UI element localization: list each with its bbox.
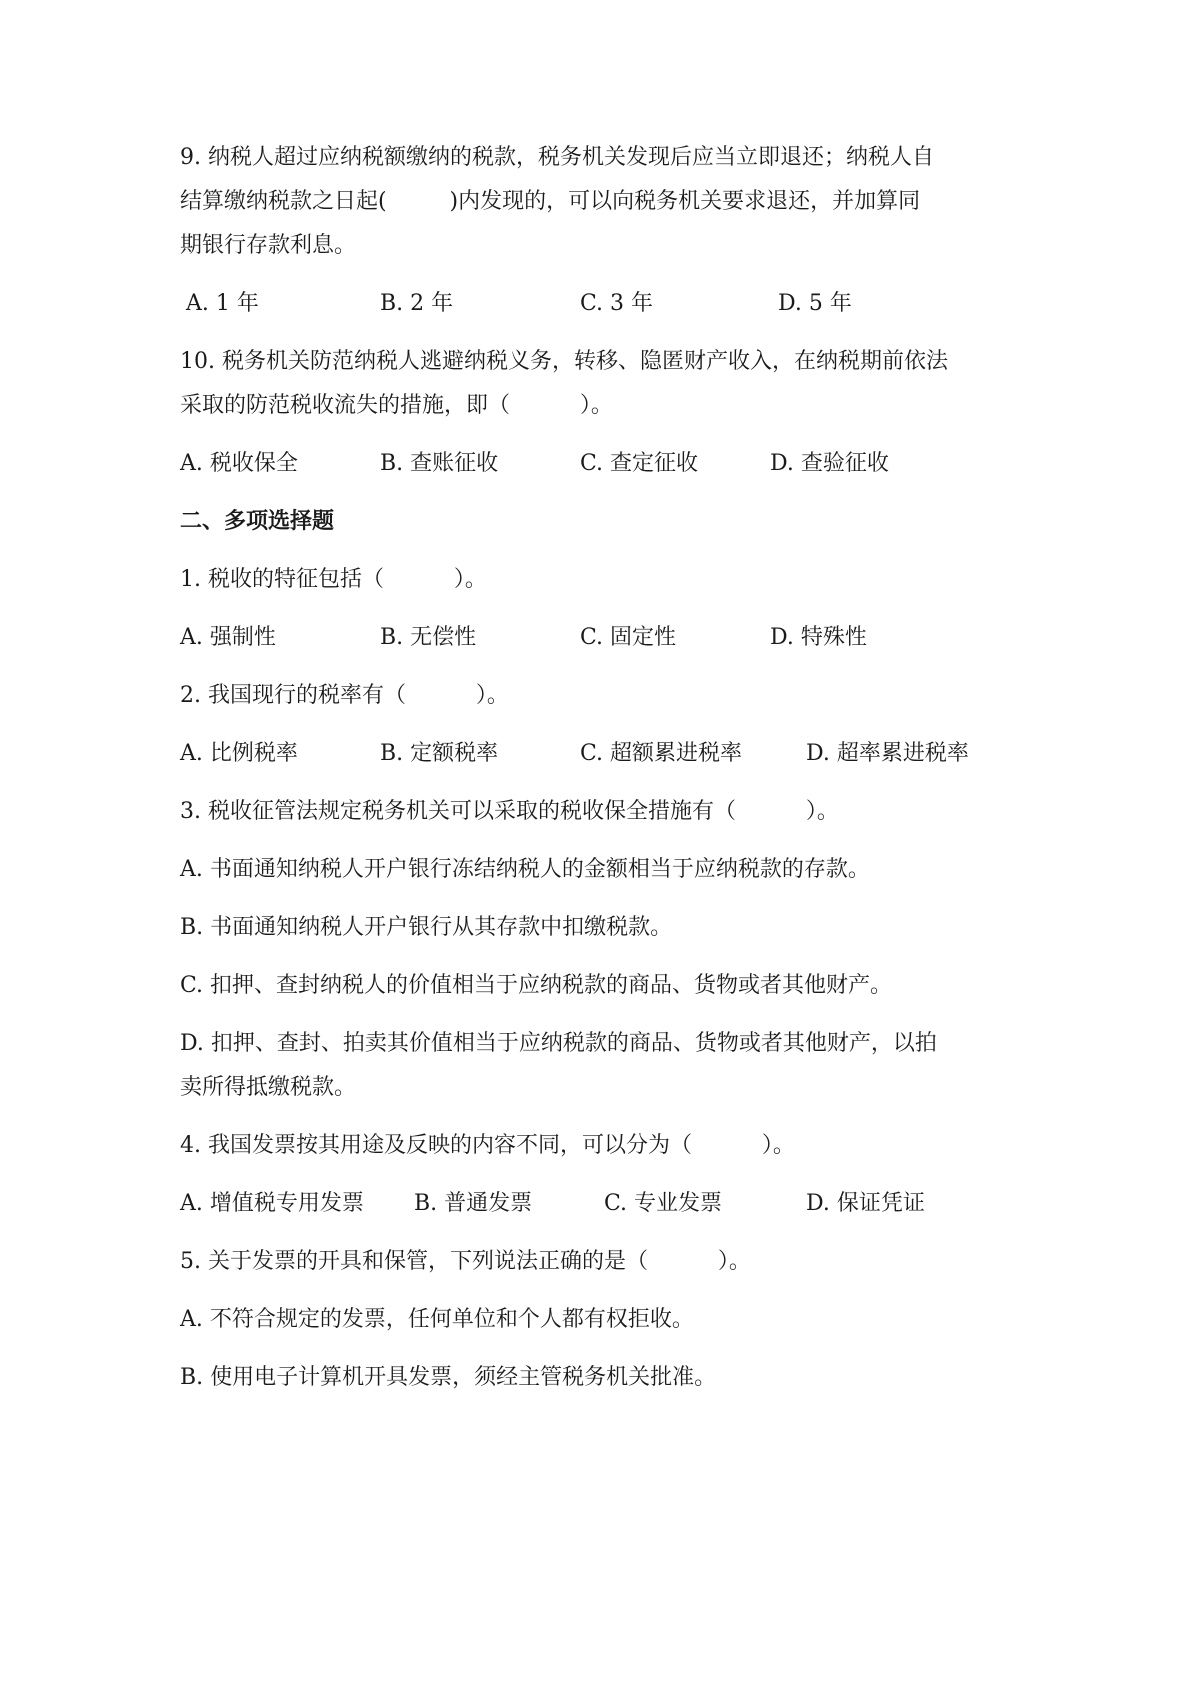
q10-option-c: C. 查定征收 — [580, 451, 699, 476]
q9-option-d: D. 5 年 — [778, 291, 852, 316]
q9-line-3: 期银行存款利息。 — [180, 233, 357, 258]
q9-option-b: B. 2 年 — [380, 291, 454, 316]
m2-option-a: A. 比例税率 — [180, 741, 298, 766]
m3-option-d-line-2: 卖所得抵缴税款。 — [180, 1075, 357, 1100]
m3-stem: 3. 税收征管法规定税务机关可以采取的税收保全措施有（ ）。 — [180, 799, 839, 824]
q10-option-a: A. 税收保全 — [180, 451, 298, 476]
q10-option-d: D. 查验征收 — [770, 451, 889, 476]
m4-option-d: D. 保证凭证 — [806, 1191, 925, 1216]
m5-option-a: A. 不符合规定的发票，任何单位和个人都有权拒收。 — [180, 1307, 694, 1332]
m3-option-d-line-1: D. 扣押、查封、拍卖其价值相当于应纳税款的商品、货物或者其他财产，以拍 — [180, 1031, 937, 1056]
m3-option-c: C. 扣押、查封纳税人的价值相当于应纳税款的商品、货物或者其他财产。 — [180, 973, 893, 998]
section-heading: 二、多项选择题 — [180, 509, 335, 534]
m2-option-b: B. 定额税率 — [380, 741, 499, 766]
m1-option-c: C. 固定性 — [580, 625, 677, 650]
m1-option-d: D. 特殊性 — [770, 625, 867, 650]
m4-option-a: A. 增值税专用发票 — [180, 1191, 364, 1216]
m1-option-a: A. 强制性 — [180, 625, 276, 650]
q9-line-1: 9. 纳税人超过应纳税额缴纳的税款，税务机关发现后应当立即退还；纳税人自 — [180, 145, 934, 170]
m3-option-a: A. 书面通知纳税人开户银行冻结纳税人的金额相当于应纳税款的存款。 — [180, 857, 870, 882]
m5-option-b: B. 使用电子计算机开具发票，须经主管税务机关批准。 — [180, 1365, 717, 1390]
q9-line-2: 结算缴纳税款之日起( )内发现的，可以向税务机关要求退还，并加算同 — [180, 189, 921, 214]
m2-option-c: C. 超额累进税率 — [580, 741, 743, 766]
m4-option-c: C. 专业发票 — [604, 1191, 723, 1216]
q9-option-c: C. 3 年 — [580, 291, 654, 316]
m5-stem: 5. 关于发票的开具和保管，下列说法正确的是（ ）。 — [180, 1249, 751, 1274]
m4-option-b: B. 普通发票 — [414, 1191, 533, 1216]
m1-option-b: B. 无偿性 — [380, 625, 477, 650]
m4-stem: 4. 我国发票按其用途及反映的内容不同，可以分为（ ）。 — [180, 1133, 795, 1158]
m3-option-b: B. 书面通知纳税人开户银行从其存款中扣缴税款。 — [180, 915, 673, 940]
m1-stem: 1. 税收的特征包括（ ）。 — [180, 567, 487, 592]
q10-option-b: B. 查账征收 — [380, 451, 499, 476]
q10-line-1: 10. 税务机关防范纳税人逃避纳税义务，转移、隐匿财产收入，在纳税期前依法 — [180, 349, 948, 374]
q10-line-2: 采取的防范税收流失的措施，即（ ）。 — [180, 393, 613, 418]
q9-option-a: A. 1 年 — [186, 291, 259, 316]
m2-option-d: D. 超率累进税率 — [806, 741, 969, 766]
m2-stem: 2. 我国现行的税率有（ ）。 — [180, 683, 509, 708]
